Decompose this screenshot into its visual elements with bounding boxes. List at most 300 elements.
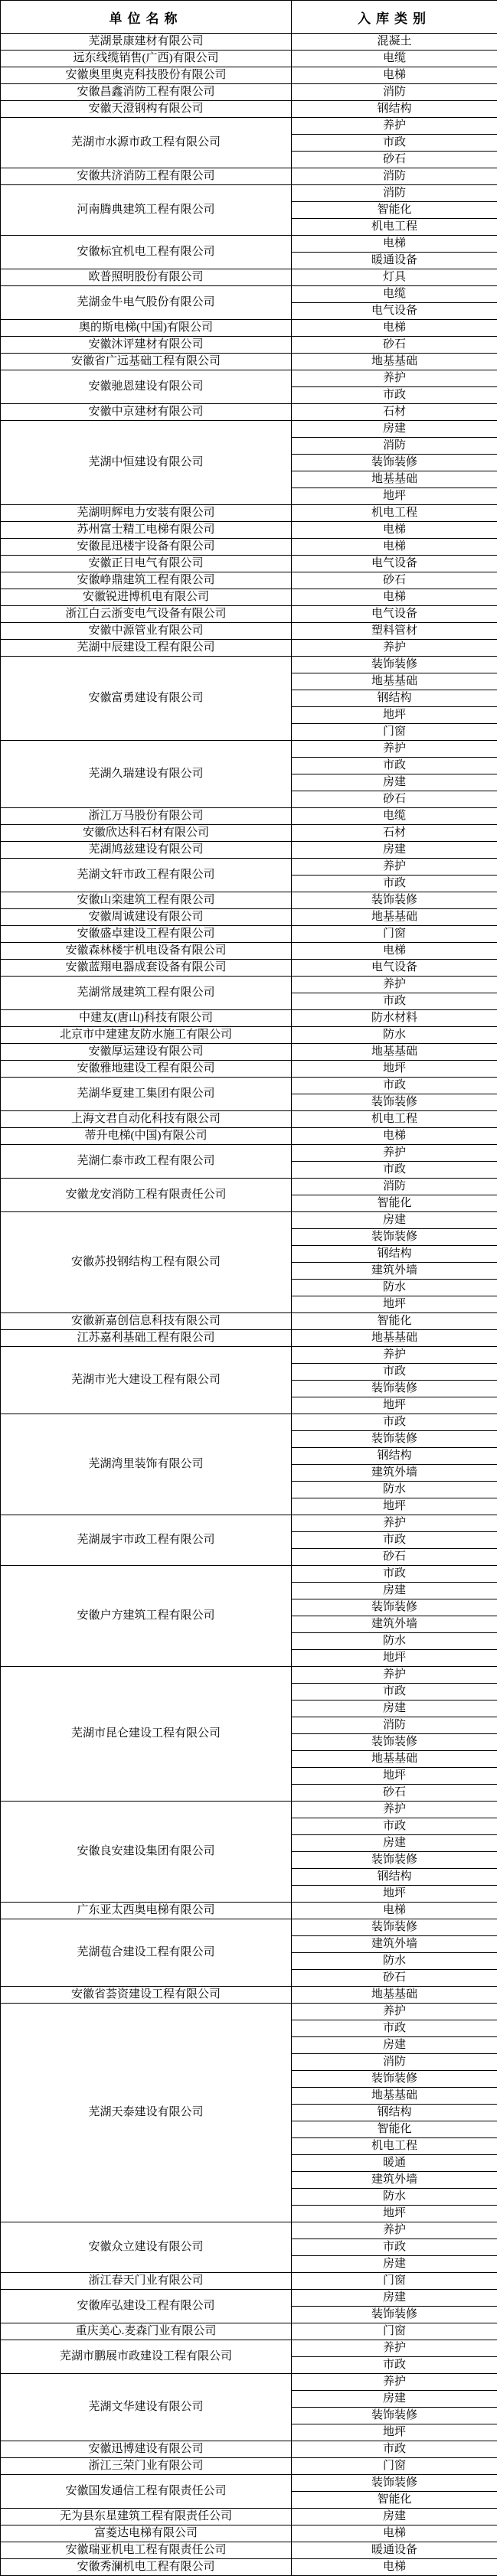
category-cell: 砂石	[292, 337, 497, 354]
category-cell: 房建	[292, 421, 497, 438]
category-cell: 地基基础	[292, 1044, 497, 1061]
table-row	[1, 168, 497, 185]
table-row	[1, 640, 497, 657]
category-cell: 市政	[292, 2357, 497, 2374]
category-cell: 房建	[292, 1212, 497, 1229]
category-cell: 地坪	[292, 1397, 497, 1414]
company-name-cell: 安徽省荟资建设工程有限公司	[1, 1987, 292, 2004]
table-row	[1, 34, 497, 51]
category-cell: 门窗	[292, 724, 497, 741]
company-name-cell: 安徽昆迅楼宇设备有限公司	[1, 539, 292, 556]
category-cell: 养护	[292, 640, 497, 657]
table-row	[1, 320, 497, 337]
table-row	[1, 522, 497, 539]
category-cell: 砂石	[292, 1970, 497, 1987]
category-cell: 地基基础	[292, 1987, 497, 2004]
company-name-cell: 安徽昌鑫消防工程有限公司	[1, 84, 292, 101]
company-name-cell: 富菱达电梯有限公司	[1, 2525, 292, 2542]
company-name-cell: 安徽中源管业有限公司	[1, 623, 292, 640]
category-cell: 门窗	[292, 2458, 497, 2475]
company-name-cell: 芜湖市昆仑建设工程有限公司	[1, 1667, 292, 1802]
category-cell: 建筑外墙	[292, 1936, 497, 1953]
company-name-cell: 芜湖晟宇市政工程有限公司	[1, 1515, 292, 1566]
company-name-cell: 安徽众立建设有限公司	[1, 2222, 292, 2273]
category-cell: 消防	[292, 1717, 497, 1734]
company-name-cell: 安徽苏投钢结构工程有限公司	[1, 1212, 292, 1313]
table-row	[1, 404, 497, 421]
category-cell: 房建	[292, 842, 497, 859]
category-cell: 市政	[292, 135, 497, 152]
company-name-cell: 欧普照明股份有限公司	[1, 269, 292, 286]
category-cell: 市政	[292, 1364, 497, 1381]
table-row	[1, 1061, 497, 1078]
category-cell: 地坪	[292, 1498, 497, 1515]
table-row	[1, 1987, 497, 2004]
table-row	[1, 606, 497, 623]
category-cell: 智能化	[292, 2121, 497, 2138]
category-cell: 房建	[292, 1835, 497, 1852]
category-cell: 砂石	[292, 572, 497, 589]
category-cell: 装饰装修	[292, 892, 497, 909]
category-cell: 装饰装修	[292, 1094, 497, 1111]
category-cell: 防水	[292, 1953, 497, 1970]
category-cell: 防水	[292, 1027, 497, 1044]
category-cell: 钢结构	[292, 101, 497, 118]
category-cell: 电缆	[292, 808, 497, 825]
header-row	[1, 1, 497, 34]
table-row	[1, 2458, 497, 2475]
company-name-cell: 芜湖湾里装饰有限公司	[1, 1414, 292, 1515]
category-cell: 地基基础	[292, 673, 497, 690]
category-cell: 装饰装修	[292, 1431, 497, 1448]
table-row	[1, 1919, 497, 1936]
category-cell: 养护	[292, 1667, 497, 1684]
company-name-cell: 安徽瑞亚机电工程有限责任公司	[1, 2542, 292, 2559]
table-row	[1, 2559, 497, 2576]
category-cell: 装饰装修	[292, 2307, 497, 2323]
category-cell: 电梯	[292, 2525, 497, 2542]
category-cell: 地坪	[292, 707, 497, 724]
table-row	[1, 1330, 497, 1347]
table-row	[1, 185, 497, 202]
company-name-cell: 安徽沐评建材有限公司	[1, 337, 292, 354]
category-cell: 市政	[292, 993, 497, 1010]
company-name-cell: 中建友(唐山)科技有限公司	[1, 1010, 292, 1027]
company-name-cell: 芜湖市鹏展市政建设工程有限公司	[1, 2340, 292, 2374]
company-name-cell: 安徽共济消防工程有限公司	[1, 168, 292, 185]
category-cell: 智能化	[292, 1195, 497, 1212]
category-cell: 房建	[292, 2290, 497, 2307]
category-cell: 市政	[292, 2239, 497, 2256]
table-header	[1, 1, 497, 34]
company-name-cell: 安徽盛卓建设工程有限公司	[1, 926, 292, 943]
category-cell: 房建	[292, 774, 497, 791]
table-row	[1, 118, 497, 135]
company-name-cell: 安徽峥鼎建筑工程有限公司	[1, 572, 292, 589]
table-row	[1, 909, 497, 926]
table-row	[1, 1212, 497, 1229]
category-cell: 电梯	[292, 236, 497, 253]
category-cell: 建筑外墙	[292, 2172, 497, 2189]
category-cell: 养护	[292, 2222, 497, 2239]
category-cell: 防水	[292, 1482, 497, 1498]
table-row	[1, 1027, 497, 1044]
category-cell: 房建	[292, 1583, 497, 1599]
company-name-cell: 北京市中建建友防水施工有限公司	[1, 1027, 292, 1044]
category-cell: 防水	[292, 1633, 497, 1650]
category-cell: 市政	[292, 1566, 497, 1583]
category-cell: 装饰装修	[292, 1919, 497, 1936]
company-name-cell: 芜湖天泰建设有限公司	[1, 2004, 292, 2222]
company-name-cell: 安徽标宜机电工程有限公司	[1, 236, 292, 269]
category-cell: 电气设备	[292, 606, 497, 623]
category-cell: 养护	[292, 2374, 497, 2391]
category-cell: 门窗	[292, 926, 497, 943]
table-row	[1, 943, 497, 960]
table-row	[1, 84, 497, 101]
category-cell: 智能化	[292, 202, 497, 219]
company-name-cell: 江苏嘉利基础工程有限公司	[1, 1330, 292, 1347]
category-cell: 消防	[292, 2054, 497, 2071]
category-cell: 建筑外墙	[292, 1465, 497, 1482]
category-cell: 电梯	[292, 320, 497, 337]
category-cell: 养护	[292, 370, 497, 387]
table-row	[1, 842, 497, 859]
category-cell: 房建	[292, 2391, 497, 2408]
category-cell: 电梯	[292, 539, 497, 556]
company-name-cell: 芜湖景康建材有限公司	[1, 34, 292, 51]
category-cell: 养护	[292, 977, 497, 993]
category-cell: 装饰装修	[292, 2475, 497, 2492]
category-cell: 暖通设备	[292, 2542, 497, 2559]
category-cell: 智能化	[292, 2492, 497, 2509]
table-row	[1, 556, 497, 572]
category-cell: 地坪	[292, 488, 497, 505]
company-name-cell: 安徽雅地建设工程有限公司	[1, 1061, 292, 1078]
category-cell: 市政	[292, 1532, 497, 1549]
table-row	[1, 505, 497, 522]
company-name-cell: 芜湖金牛电气股份有限公司	[1, 286, 292, 320]
company-name-cell: 安徽中京建材有限公司	[1, 404, 292, 421]
category-cell: 市政	[292, 1818, 497, 1835]
category-cell: 钢结构	[292, 2105, 497, 2121]
category-cell: 机电工程	[292, 505, 497, 522]
category-cell: 电气设备	[292, 556, 497, 572]
company-name-cell: 安徽户方建筑工程有限公司	[1, 1566, 292, 1667]
category-cell: 装饰装修	[292, 1599, 497, 1616]
category-cell: 市政	[292, 876, 497, 892]
company-name-cell: 安徽库弘建设工程有限公司	[1, 2290, 292, 2323]
category-cell: 市政	[292, 387, 497, 404]
table-row	[1, 2340, 497, 2357]
category-cell: 电缆	[292, 286, 497, 303]
company-name-cell: 芜湖明辉电力安装有限公司	[1, 505, 292, 522]
company-name-cell: 安徽欣达科石材有限公司	[1, 825, 292, 842]
category-cell: 电梯	[292, 589, 497, 606]
category-cell: 电梯	[292, 67, 497, 84]
company-name-cell: 浙江春天门业有限公司	[1, 2273, 292, 2290]
category-cell: 地坪	[292, 1886, 497, 1903]
table-row	[1, 2273, 497, 2290]
category-cell: 装饰装修	[292, 657, 497, 673]
category-cell: 钢结构	[292, 690, 497, 707]
company-name-cell: 安徽驰恩建设有限公司	[1, 370, 292, 404]
table-row	[1, 337, 497, 354]
table-row	[1, 1179, 497, 1195]
category-cell: 塑料管材	[292, 623, 497, 640]
category-cell: 暖通设备	[292, 253, 497, 269]
category-cell: 养护	[292, 1802, 497, 1818]
company-name-cell: 奥的斯电梯(中国)有限公司	[1, 320, 292, 337]
category-cell: 市政	[292, 1414, 497, 1431]
table-row	[1, 2374, 497, 2391]
company-name-cell: 浙江万马股份有限公司	[1, 808, 292, 825]
company-name-cell: 安徽锐进博机电有限公司	[1, 589, 292, 606]
company-name-cell: 安徽蓝翔电器成套设备有限公司	[1, 960, 292, 977]
category-cell: 市政	[292, 1684, 497, 1700]
table-row	[1, 825, 497, 842]
category-cell: 地基基础	[292, 354, 497, 370]
company-name-cell: 芜湖苞合建设工程有限公司	[1, 1919, 292, 1987]
category-cell: 电梯	[292, 522, 497, 539]
company-name-cell: 浙江白云浙变电气设备有限公司	[1, 606, 292, 623]
category-cell: 装饰装修	[292, 1852, 497, 1869]
category-cell: 养护	[292, 1515, 497, 1532]
category-cell: 砂石	[292, 1549, 497, 1566]
table-row	[1, 539, 497, 556]
company-name-cell: 芜湖市水源市政工程有限公司	[1, 118, 292, 168]
category-cell: 钢结构	[292, 1869, 497, 1886]
company-name-cell: 芜湖文轩市政工程有限公司	[1, 859, 292, 892]
table-row	[1, 269, 497, 286]
category-cell: 砂石	[292, 1785, 497, 1802]
table-row	[1, 1128, 497, 1145]
company-name-cell: 安徽奥里奥克科技股份有限公司	[1, 67, 292, 84]
category-cell: 机电工程	[292, 1111, 497, 1128]
table-row	[1, 1566, 497, 1583]
category-cell: 砂石	[292, 152, 497, 168]
table-row	[1, 1078, 497, 1094]
company-name-cell: 河南腾典建筑工程有限公司	[1, 185, 292, 236]
table-row	[1, 741, 497, 758]
company-name-cell: 安徽厚运建设有限公司	[1, 1044, 292, 1061]
table-row	[1, 977, 497, 993]
company-name-cell: 上海文君自动化科技有限公司	[1, 1111, 292, 1128]
header-unit-name: 单位名称	[1, 1, 292, 34]
table-row	[1, 51, 497, 67]
category-cell: 房建	[292, 2256, 497, 2273]
category-cell: 装饰装修	[292, 2408, 497, 2424]
category-cell: 房建	[292, 2509, 497, 2525]
table-row	[1, 354, 497, 370]
table-row	[1, 1347, 497, 1364]
category-cell: 市政	[292, 758, 497, 774]
category-cell: 防水	[292, 1280, 497, 1296]
table-row	[1, 572, 497, 589]
table-row	[1, 236, 497, 253]
table-row	[1, 1111, 497, 1128]
table-row	[1, 286, 497, 303]
category-cell: 地坪	[292, 1296, 497, 1313]
company-name-cell: 安徽龙安消防工程有限责任公司	[1, 1179, 292, 1212]
table-row	[1, 589, 497, 606]
table-row	[1, 1515, 497, 1532]
category-cell: 门窗	[292, 2323, 497, 2340]
category-cell: 灯具	[292, 269, 497, 286]
category-cell: 地基基础	[292, 1330, 497, 1347]
category-cell: 养护	[292, 1145, 497, 1162]
category-cell: 消防	[292, 438, 497, 455]
category-cell: 电气设备	[292, 303, 497, 320]
category-cell: 房建	[292, 2037, 497, 2054]
category-cell: 地坪	[292, 1650, 497, 1667]
table-row	[1, 2509, 497, 2525]
category-cell: 装饰装修	[292, 455, 497, 471]
category-cell: 防水材料	[292, 1010, 497, 1027]
category-cell: 市政	[292, 2020, 497, 2037]
category-cell: 地坪	[292, 2424, 497, 2441]
company-name-cell: 芜湖仁泰市政工程有限公司	[1, 1145, 292, 1179]
category-cell: 地坪	[292, 1768, 497, 1785]
table-row	[1, 1414, 497, 1431]
category-cell: 电梯	[292, 1128, 497, 1145]
table-row	[1, 1145, 497, 1162]
category-cell: 电梯	[292, 943, 497, 960]
table-row	[1, 808, 497, 825]
category-cell: 砂石	[292, 791, 497, 808]
category-cell: 装饰装修	[292, 1381, 497, 1397]
category-cell: 消防	[292, 84, 497, 101]
category-cell: 消防	[292, 168, 497, 185]
company-name-cell: 安徽良安建设集团有限公司	[1, 1802, 292, 1903]
table-row	[1, 892, 497, 909]
table-row	[1, 1044, 497, 1061]
company-name-cell: 安徽省广远基础工程有限公司	[1, 354, 292, 370]
company-name-cell: 安徽秀澜机电工程有限公司	[1, 2559, 292, 2576]
table-row	[1, 370, 497, 387]
category-cell: 机电工程	[292, 2138, 497, 2155]
category-cell: 建筑外墙	[292, 1616, 497, 1633]
company-name-cell: 安徽山栾建筑工程有限公司	[1, 892, 292, 909]
category-cell: 养护	[292, 741, 497, 758]
company-name-cell: 安徽迅博建设有限公司	[1, 2441, 292, 2458]
company-name-cell: 安徽正日电气有限公司	[1, 556, 292, 572]
table-row	[1, 67, 497, 84]
category-cell: 地基基础	[292, 471, 497, 488]
table-row	[1, 1667, 497, 1684]
category-cell: 钢结构	[292, 1246, 497, 1263]
company-name-cell: 芜湖文华建设有限公司	[1, 2374, 292, 2441]
company-name-cell: 安徽森林楼宇机电设备有限公司	[1, 943, 292, 960]
company-name-cell: 安徽天澄钢构有限公司	[1, 101, 292, 118]
category-cell: 地基基础	[292, 2088, 497, 2105]
company-name-cell: 无为县东星建筑工程有限责任公司	[1, 2509, 292, 2525]
table-row	[1, 421, 497, 438]
table-row	[1, 2004, 497, 2020]
category-cell: 机电工程	[292, 219, 497, 236]
company-name-cell: 远东线缆销售(广西)有限公司	[1, 51, 292, 67]
category-cell: 养护	[292, 859, 497, 876]
category-cell: 养护	[292, 118, 497, 135]
company-name-cell: 芜湖市光大建设工程有限公司	[1, 1347, 292, 1414]
company-name-cell: 芜湖华夏建工集团有限公司	[1, 1078, 292, 1111]
category-cell: 钢结构	[292, 1448, 497, 1465]
table-body	[1, 34, 497, 2576]
company-name-cell: 芜湖中辰建设工程有限公司	[1, 640, 292, 657]
category-cell: 消防	[292, 185, 497, 202]
table-row	[1, 657, 497, 673]
category-cell: 地基基础	[292, 1751, 497, 1768]
category-cell: 养护	[292, 1347, 497, 1364]
table-row	[1, 2542, 497, 2559]
category-cell: 石材	[292, 404, 497, 421]
table-row	[1, 101, 497, 118]
company-name-cell: 芜湖中恒建设有限公司	[1, 421, 292, 505]
category-cell: 装饰装修	[292, 1734, 497, 1751]
header-category: 入库类别	[292, 1, 497, 34]
table-row	[1, 2290, 497, 2307]
table-row	[1, 2441, 497, 2458]
category-cell: 地基基础	[292, 909, 497, 926]
table-row	[1, 2222, 497, 2239]
company-name-cell: 蒂升电梯(中国)有限公司	[1, 1128, 292, 1145]
category-cell: 市政	[292, 2441, 497, 2458]
category-cell: 建筑外墙	[292, 1263, 497, 1280]
category-cell: 市政	[292, 1162, 497, 1179]
company-name-cell: 安徽周诚建设有限公司	[1, 909, 292, 926]
table-row	[1, 859, 497, 876]
category-cell: 石材	[292, 825, 497, 842]
table-row	[1, 1903, 497, 1919]
category-cell: 地坪	[292, 2206, 497, 2222]
category-cell: 电缆	[292, 51, 497, 67]
table-row	[1, 2475, 497, 2492]
company-name-cell: 安徽新嘉创信息科技有限公司	[1, 1313, 292, 1330]
category-cell: 消防	[292, 1179, 497, 1195]
company-name-cell: 浙江三荣门业有限公司	[1, 2458, 292, 2475]
company-name-cell: 芜湖常晟建筑工程有限公司	[1, 977, 292, 1010]
table-row	[1, 2525, 497, 2542]
category-cell: 养护	[292, 2340, 497, 2357]
category-cell: 装饰装修	[292, 1229, 497, 1246]
table-row	[1, 1802, 497, 1818]
company-name-cell: 安徽国发通信工程有限责任公司	[1, 2475, 292, 2509]
category-cell: 智能化	[292, 1313, 497, 1330]
category-cell: 门窗	[292, 2273, 497, 2290]
table-row	[1, 623, 497, 640]
table-row	[1, 1313, 497, 1330]
category-cell: 装饰装修	[292, 2071, 497, 2088]
company-name-cell: 安徽富勇建设有限公司	[1, 657, 292, 741]
company-name-cell: 重庆美心.麦森门业有限公司	[1, 2323, 292, 2340]
table-row	[1, 1010, 497, 1027]
category-cell: 养护	[292, 2004, 497, 2020]
table-row	[1, 960, 497, 977]
table-row	[1, 2323, 497, 2340]
category-cell: 混凝土	[292, 34, 497, 51]
company-name-cell: 苏州富士精工电梯有限公司	[1, 522, 292, 539]
category-cell: 地坪	[292, 1061, 497, 1078]
category-cell: 市政	[292, 1078, 497, 1094]
category-cell: 暖通	[292, 2155, 497, 2172]
table-row	[1, 926, 497, 943]
category-cell: 防水	[292, 2189, 497, 2206]
category-cell: 电梯	[292, 2559, 497, 2576]
company-name-cell: 芜湖久瑞建设有限公司	[1, 741, 292, 808]
category-cell: 电气设备	[292, 960, 497, 977]
category-cell: 房建	[292, 1700, 497, 1717]
category-cell: 电梯	[292, 1903, 497, 1919]
